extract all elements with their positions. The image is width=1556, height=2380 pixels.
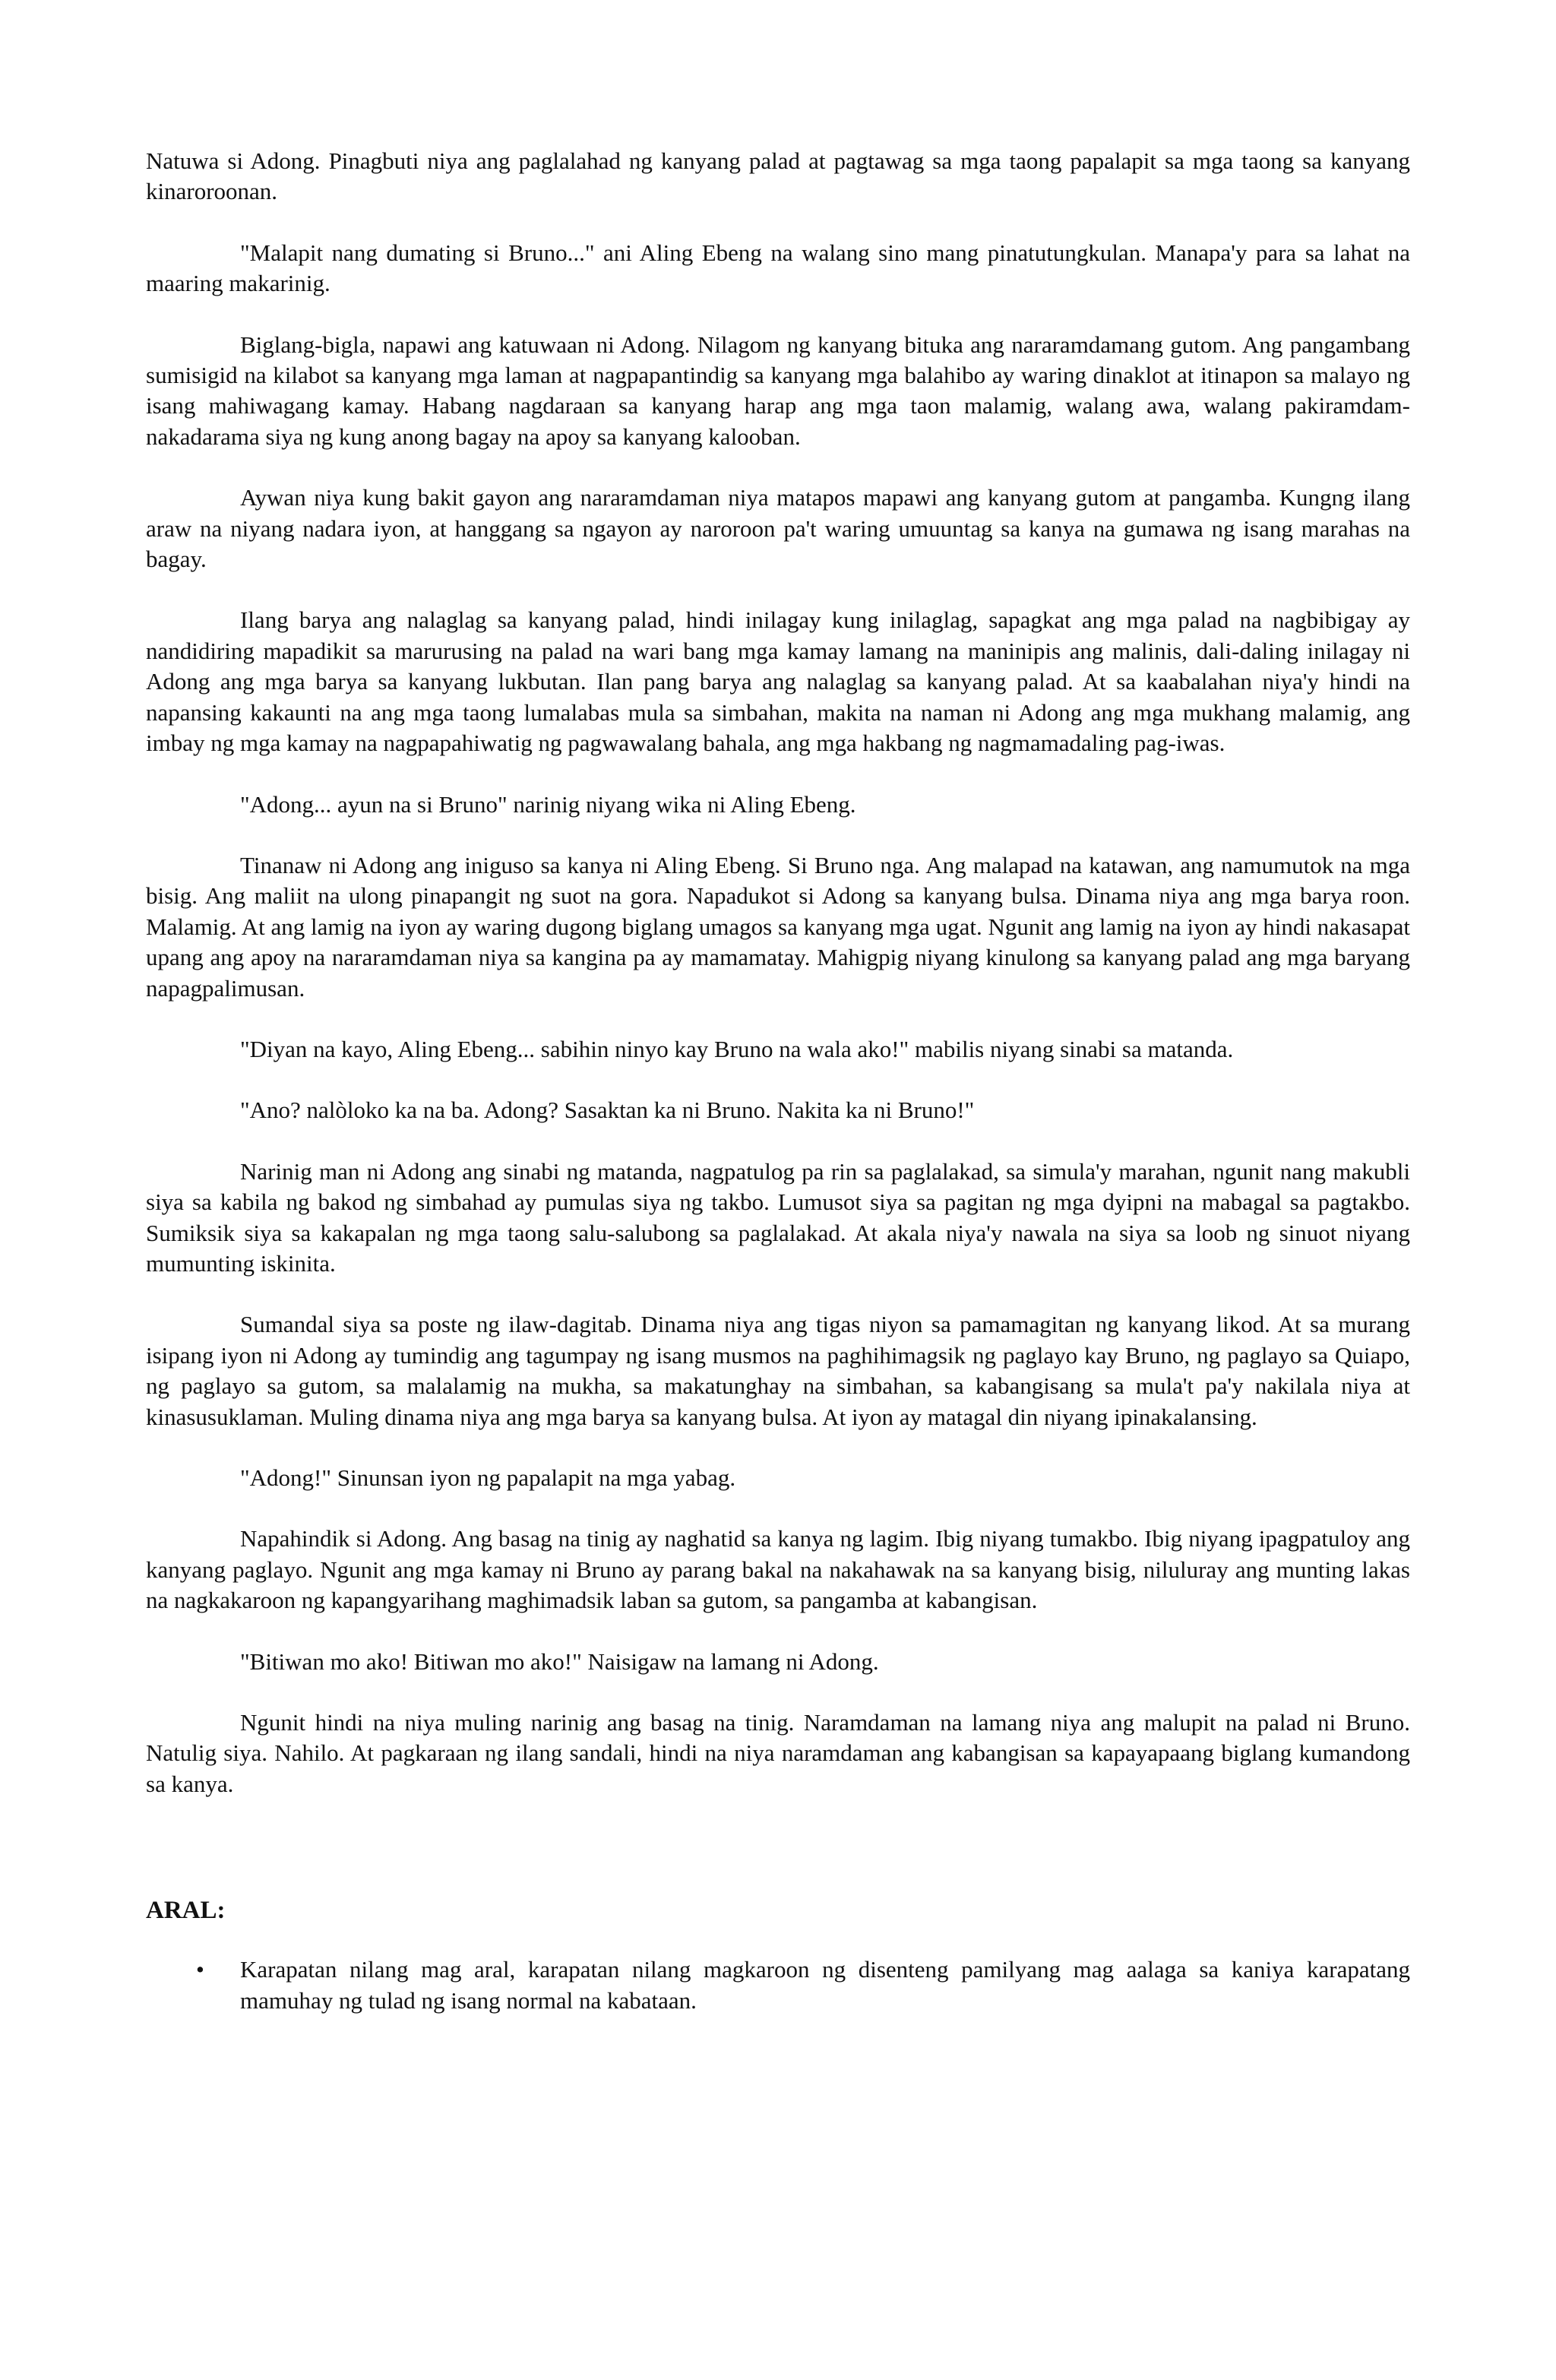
paragraph: Ilang barya ang nalaglag sa kanyang palad, hindi inilagay kung inilaglag, sapagkat ang mga palad na nagbibigay ay nandidiring mapadikit sa marurusing na palad na wari bang mga kamay lamang na maninipis ang malinis, dali-daling inilagay ni Adong ang mga barya sa kanyang lukbutan. Ilan pang barya ang nalaglag sa kanyang palad. At sa kaabalahan niya'y hindi na napansing kakaunti na ang mga taong lumalabas mula sa simbahan, makita na naman ni Adong ang mga mukhang malamig, ang imbay ng mga kamay na nagpapahiwatig ng pagwawalang bahala, ang mga hakbang ng nagmamadaling pag-iwas. (146, 606, 1410, 757)
paragraph: Napahindik si Adong. Ang basag na tinig ay naghatid sa kanya ng lagim. Ibig niyang tumakbo. Ibig niyang ipagpatuloy ang kanyang paglayo. Ngunit ang mga kamay ni Bruno ay parang bakal na nakahawak na sa kanyang bisig, niluluray ang munting lakas na nagkakaroon ng kapangyarihang maghimadsik laban sa gutom, sa pangamba at kabangisan. (146, 1525, 1410, 1614)
paragraph: "Adong... ayun na si Bruno" narinig niyang wika ni Aling Ebeng. (240, 790, 856, 818)
paragraph: Tinanaw ni Adong ang iniguso sa kanya ni Aling Ebeng. Si Bruno nga. Ang malapad na katawan, ang namumutok na mga bisig. Ang maliit na ulong pinapangit ng suot na gora. Napadukot si Adong sa kanyang bulsa. Dinama niya ang mga barya roon. Malamig. At ang lamig na iyon ay waring dugong biglang umagos sa kanyang mga ugat. Ngunit ang lamig na iyon ay hindi nakasapat upang ang apoy na nararamdaman niya sa kangina pa ay mamamatay. Mahigpig niyang kinulong sa kanyang palad ang mga baryang napagpalimusan. (146, 851, 1410, 1002)
paragraph: Narinig man ni Adong ang sinabi ng matanda, nagpatulog pa rin sa paglalakad, sa simula'y marahan, ngunit nang makubli siya sa kabila ng bakod ng simbahad ay pumulas siya ng takbo. Lumusot siya sa pagitan ng mga dyipni na mabagal sa pagtakbo. Sumiksik siya sa kakapalan ng mga taong salu-salubong sa paglalakad. At akala niya'y nawala na siya sa loob ng sinuot niyang mumunting iskinita. (146, 1157, 1410, 1277)
aral-item-text: Karapatan nilang mag aral, karapatan nilang magkaroon ng disenteng pamilyang mag aalaga sa kaniya karapatang mamuhay ng tulad ng isang normal na kabataan. (240, 1956, 1410, 2014)
document-page (146, 146, 1410, 2016)
paragraph: "Bitiwan mo ako! Bitiwan mo ako!" Naisigaw na lamang ni Adong. (240, 1647, 879, 1675)
paragraph: Biglang-bigla, napawi ang katuwaan ni Adong. Nilagom ng kanyang bituka ang nararamdamang gutom. Ang pangambang sumisigid na kilabot sa kanyang mga laman at nagpapantindig sa kanyang mga balahibo ay waring dinaklot at itinapon sa malayo ng isang mahiwagang kamay. Habang nagdaraan sa kanyang harap ang mga taon malamig, walang awa, walang pakiramdam-nakadarama siya ng kung anong bagay na apoy sa kanyang kalooban. (146, 331, 1410, 450)
story-body (146, 146, 1410, 1799)
aral-list (146, 1954, 1410, 2016)
paragraph: "Adong!" Sinunsan iyon ng papalapit na mga yabag. (240, 1464, 736, 1491)
aral-heading: ARAL: (146, 1897, 226, 1925)
paragraph: "Malapit nang dumating si Bruno..." ani Aling Ebeng na walang sino mang pinatutungkulan. Manapa'y para sa lahat na maaring makarinig. (146, 239, 1410, 297)
paragraph: "Diyan na kayo, Aling Ebeng... sabihin ninyo kay Bruno na wala ako!" mabilis niyang sinabi sa matanda. (240, 1035, 1234, 1062)
paragraph: Sumandal siya sa poste ng ilaw-dagitab. Dinama niya ang tigas niyon sa pamamagitan ng kanyang likod. At sa murang isipang iyon ni Adong ay tumindig ang tagumpay ng isang musmos na paghihimagsik ng paglayo kay Bruno, ng paglayo sa Quiapo, ng paglayo sa gutom, sa malalamig na mukha, sa makatunghay na simbahan, sa kabangisang sa mula't pa'y nakilala niya at kinasusuklaman. Muling dinama niya ang mga barya sa kanyang bulsa. At iyon ay matagal din niyang ipinakalansing. (146, 1311, 1410, 1430)
paragraph: Ngunit hindi na niya muling narinig ang basag na tinig. Naramdaman na lamang niya ang malupit na palad ni Bruno. Natulig siya. Nahilo. At pagkaraan ng ilang sandali, hindi na niya naramdaman ang kabangisan sa kapayapaang biglang kumandong sa kanya. (146, 1709, 1410, 1797)
aral-section (146, 1895, 1410, 2016)
paragraph: "Ano? nalòloko ka na ba. Adong? Sasaktan ka ni Bruno. Nakita ka ni Bruno!" (240, 1097, 975, 1124)
bullet-icon: • (196, 1956, 204, 1983)
aral-list-item (146, 1954, 1410, 2016)
paragraph: Aywan niya kung bakit gayon ang nararamdaman niya matapos mapawi ang kanyang gutom at pangamba. Kungng ilang araw na niyang nadara iyon, at hanggang sa ngayon ay naroroon pa't waring umuuntag sa kanya na gumawa ng isang marahas na bagay. (146, 484, 1410, 573)
paragraph: Natuwa si Adong. Pinagbuti niya ang paglalahad ng kanyang palad at pagtawag sa mga taong papalapit sa mga taong sa kanyang kinaroroonan. (146, 147, 1410, 205)
